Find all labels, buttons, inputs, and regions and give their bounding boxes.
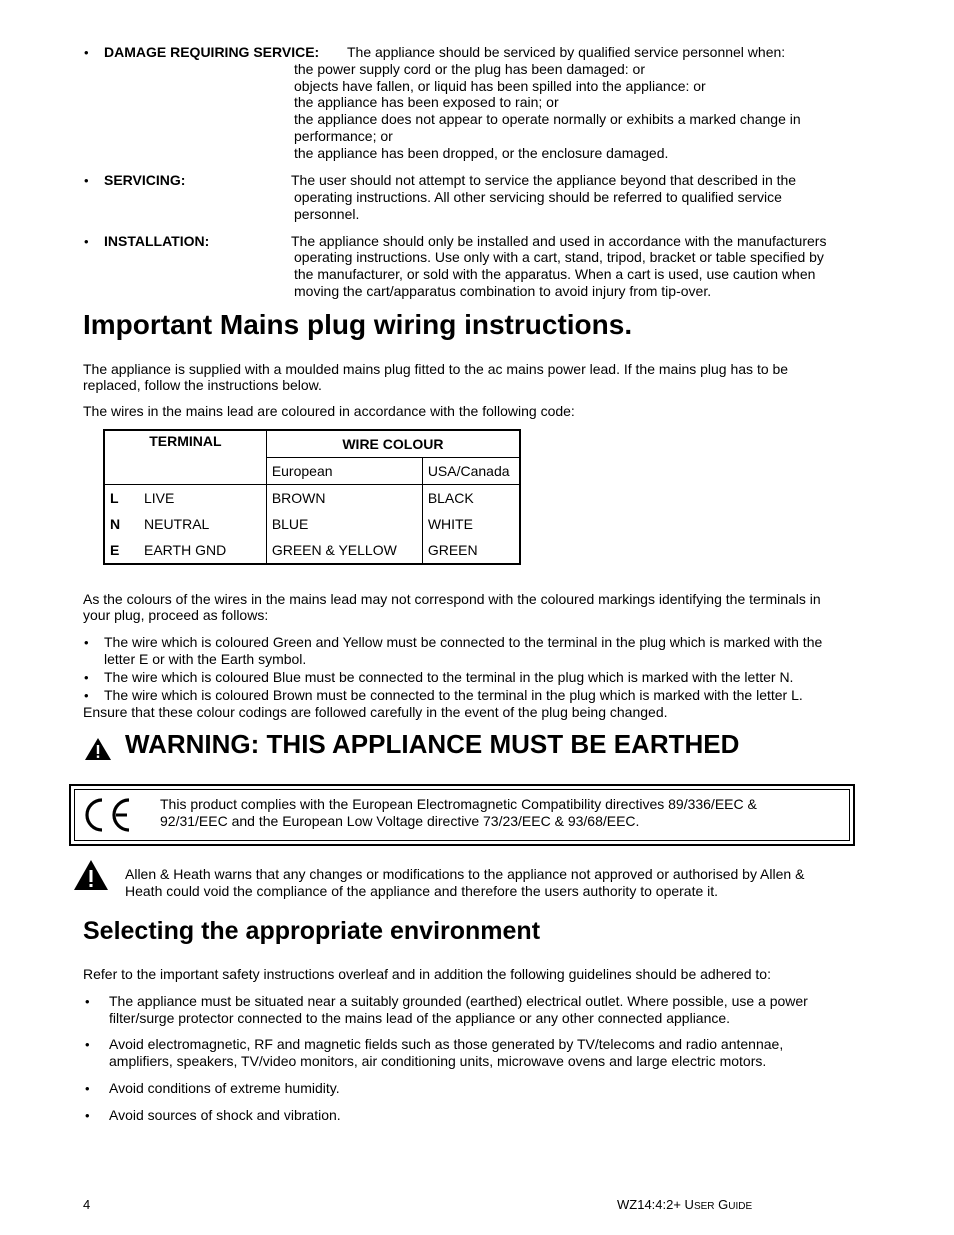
usa-colour: BLACK	[422, 485, 520, 512]
servicing-line: operating instructions. All other servicing should be referred to qualified service	[294, 189, 782, 205]
environment-bullet-line: Avoid sources of shock and vibration.	[109, 1107, 341, 1123]
bullet-icon: •	[85, 1108, 90, 1123]
page-number: 4	[83, 1197, 91, 1212]
warning-heading: WARNING: THIS APPLIANCE MUST BE EARTHED	[125, 729, 740, 759]
caution-line: Allen & Heath warns that any changes or modifications to the appliance not approved or authorised by Allen &	[125, 866, 805, 882]
mains-bullet-line: The wire which is coloured Brown must be connected to the terminal in the plug which is marked with the letter L.	[104, 687, 803, 703]
bullet-icon: •	[84, 670, 89, 685]
european-colour: BROWN	[266, 485, 422, 512]
servicing-label: SERVICING:	[104, 172, 186, 188]
bullet-icon: •	[85, 994, 90, 1009]
servicing-line: personnel.	[294, 206, 360, 222]
mains-heading: Important Mains plug wiring instructions.	[83, 309, 633, 340]
european-colour: BLUE	[266, 511, 422, 537]
usa-header: USA/Canada	[422, 458, 520, 485]
table-row	[104, 537, 520, 564]
damage-line: objects have fallen, or liquid has been spilled into the appliance: or	[294, 78, 706, 94]
mains-bullet-line: letter E or with the Earth symbol.	[104, 651, 307, 667]
terminal-name: EARTH GND	[144, 542, 227, 558]
servicing-line: The user should not attempt to service the appliance beyond that described in the	[291, 172, 797, 188]
environment-intro: Refer to the important safety instructions overleaf and in addition the following guidelines should be adhered to:	[83, 966, 771, 982]
installation-line: The appliance should only be installed and used in accordance with the manufacturers	[291, 233, 827, 249]
terminal-letter: L	[104, 485, 139, 512]
usa-colour: WHITE	[422, 511, 520, 537]
environment-bullet-line: Avoid conditions of extreme humidity.	[109, 1080, 340, 1096]
environment-bullet-line: amplifiers, speakers, TV/video monitors, air conditioning units, microwave ovens and large electric motors.	[109, 1053, 767, 1069]
mains-para-line: replaced, follow the instructions below.	[83, 377, 322, 393]
doc-title-part: SER	[693, 1201, 715, 1212]
ce-text-line: 92/31/EEC and the European Low Voltage directive 73/23/EEC & 93/68/EEC.	[160, 813, 640, 829]
ce-mark-icon	[83, 797, 133, 833]
european-header: European	[266, 458, 422, 485]
damage-line: the appliance has been dropped, or the enclosure damaged.	[294, 145, 669, 161]
terminal-letter: N	[110, 516, 121, 532]
ce-text-line: This product complies with the European Electromagnetic Compatibility directives 89/336/EEC &	[160, 796, 757, 812]
installation-label: INSTALLATION:	[104, 233, 210, 249]
mains-para-line: your plug, proceed as follows:	[83, 607, 269, 623]
doc-title-part: G	[714, 1197, 729, 1212]
bullet-icon: •	[84, 688, 89, 703]
caution-line: Heath could void the compliance of the appliance and therefore the users authority to operate it.	[125, 883, 719, 899]
mains-bullet-line: The wire which is coloured Blue must be connected to the terminal in the plug which is marked with the letter N.	[104, 669, 794, 685]
usa-colour: GREEN	[422, 537, 520, 564]
table-row	[104, 511, 520, 537]
mains-para-line: As the colours of the wires in the mains lead may not correspond with the coloured markings identifying the terminals in	[83, 591, 821, 607]
table-row	[104, 485, 520, 512]
bullet-icon: •	[85, 1081, 90, 1096]
installation-line: operating instructions. Use only with a cart, stand, tripod, bracket or table specified by	[294, 249, 824, 265]
environment-bullet-line: Avoid electromagnetic, RF and magnetic fields such as those generated by TV/telecoms and radio antennae,	[109, 1036, 784, 1052]
doc-title	[617, 1197, 752, 1212]
doc-title-part: UIDE	[728, 1201, 753, 1212]
terminal-name: LIVE	[139, 485, 266, 512]
environment-heading: Selecting the appropriate environment	[83, 917, 541, 945]
damage-label: DAMAGE REQUIRING SERVICE:	[104, 44, 320, 60]
warning-triangle-icon	[84, 737, 112, 761]
bullet-icon: •	[85, 1037, 90, 1052]
terminal-name: NEUTRAL	[144, 516, 210, 532]
mains-para-line: The wires in the mains lead are coloured in accordance with the following code:	[83, 403, 575, 419]
damage-line: performance; or	[294, 128, 393, 144]
damage-intro: The appliance should be serviced by qualified service personnel when:	[347, 44, 786, 60]
damage-line: the power supply cord or the plug has been damaged: or	[294, 61, 646, 77]
environment-bullet-line: The appliance must be situated near a suitably grounded (earthed) electrical outlet. Where possible, use a power	[109, 993, 808, 1009]
environment-bullet-line: filter/surge protector connected to the mains lead of the appliance or any other connected appliance.	[109, 1010, 731, 1026]
mains-bullet-line: The wire which is coloured Green and Yellow must be connected to the terminal in the plug which is marked with the	[104, 634, 823, 650]
damage-line: the appliance has been exposed to rain; or	[294, 94, 559, 110]
installation-line: moving the cart/apparatus combination to avoid injury from tip-over.	[294, 283, 712, 299]
bullet-icon: •	[84, 635, 89, 650]
bullet-icon: •	[84, 45, 89, 60]
doc-title-part: WZ14:4:2+ U	[617, 1197, 694, 1212]
bullet-icon: •	[84, 234, 89, 249]
terminal-header: TERMINAL	[149, 433, 222, 449]
warning-triangle-icon	[73, 859, 109, 891]
wire-colour-table	[103, 429, 521, 565]
terminal-letter: E	[110, 542, 120, 558]
ensure-line: Ensure that these colour codings are followed carefully in the event of the plug being changed.	[83, 704, 668, 720]
bullet-icon: •	[84, 173, 89, 188]
wire-colour-header: WIRE COLOUR	[266, 430, 520, 458]
european-colour: GREEN & YELLOW	[266, 537, 422, 564]
installation-line: the manufacturer, or sold with the apparatus. When a cart is used, use caution when	[294, 266, 816, 282]
mains-para-line: The appliance is supplied with a moulded mains plug fitted to the ac mains power lead. If the mains plug has to be	[83, 361, 789, 377]
damage-line: the appliance does not appear to operate normally or exhibits a marked change in	[294, 111, 801, 127]
